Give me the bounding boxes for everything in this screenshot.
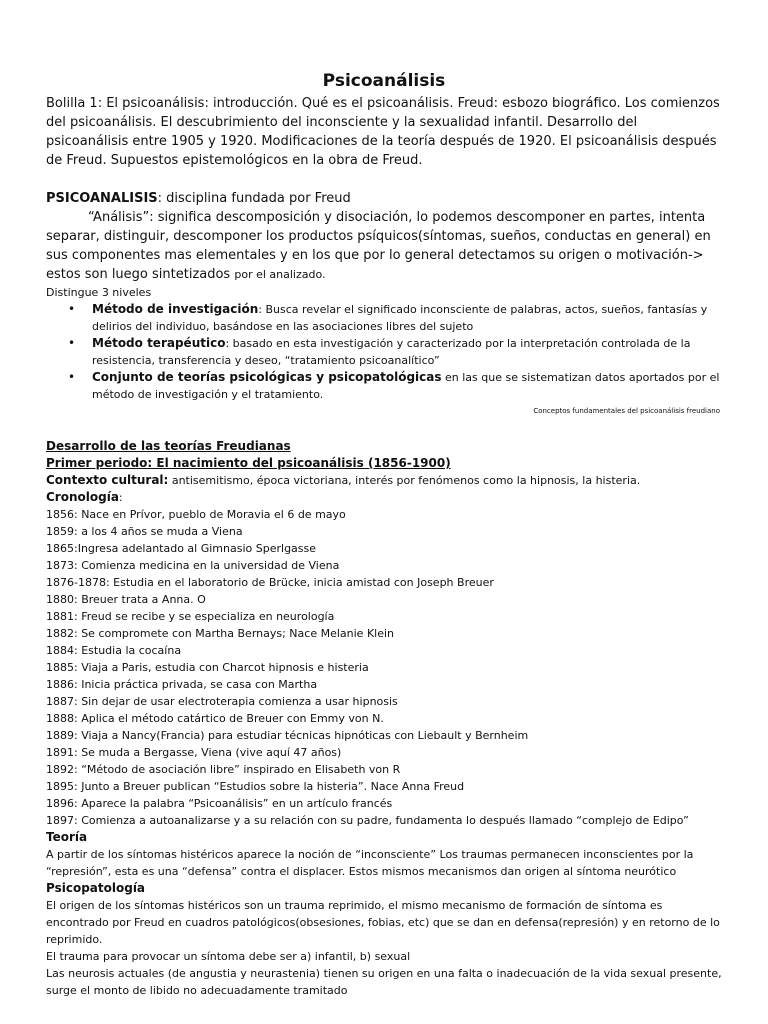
psychopathology-heading: Psicopatología: [46, 881, 146, 895]
context-text: antisemitismo, época victoriana, interés por fenómenos como la hipnosis, la histeria.: [168, 474, 641, 487]
analysis-main: “Análisis”: significa descomposición y disociación, lo podemos descomponer en partes, intenta separar, distinguir, descomponer los productos psíquicos(síntomas, sueños, conductas en general) en sus componentes mas elementales y en los que por lo general detectamos su origen o motivación-> estos son luego sintetizados: [46, 210, 711, 282]
chronology-item: 1896: Aparece la palabra “Psicoanálisis” en un artículo francés: [46, 797, 393, 810]
level-term: Método de investigación: [92, 302, 259, 316]
level-term: Método terapéutico: [92, 336, 226, 350]
chronology-item: 1897: Comienza a autoanalizarse y a su relación con su padre, fundamenta lo después llamado “complejo de Edipo”: [46, 814, 689, 827]
analysis-paragraph: [46, 208, 722, 284]
level-item: [46, 301, 722, 335]
definition-text: : disciplina fundada por Freud: [157, 191, 351, 206]
development-heading: Desarrollo de las teorías Freudianas: [46, 439, 291, 453]
level-item: [46, 369, 722, 403]
psychopathology-paragraph: Las neurosis actuales (de angustia y neurastenia) tienen su origen en una falta o inadecuación de la vida sexual presente, surge el monto de libido no adecuadamente tramitado: [46, 967, 722, 997]
chronology-heading-line: [46, 489, 722, 506]
context-line: [46, 472, 722, 489]
theory-heading: Teoría: [46, 830, 88, 844]
psychopathology-paragraph: El trauma para provocar un síntoma debe ser a) infantil, b) sexual: [46, 950, 411, 963]
analysis-tail: por el analizado.: [234, 268, 326, 281]
chronology-item: 1885: Viaja a Paris, estudia con Charcot hipnosis e histeria: [46, 661, 369, 674]
definition-line: [46, 189, 722, 208]
levels-list: [46, 301, 722, 403]
level-text: : basado en esta investigación y caracterizado por la interpretación controlada de la resistencia, transferencia y deseo, “tratamiento psicoanalítico”: [92, 337, 691, 367]
period-heading: Primer periodo: El nacimiento del psicoanálisis (1856-1900): [46, 456, 451, 470]
chronology-item: 1880: Breuer trata a Anna. O: [46, 593, 206, 606]
syllabus-intro: Bolilla 1: El psicoanálisis: introducción. Qué es el psicoanálisis. Freud: esbozo biográfico. Los comienzos del psicoanálisis. El descubrimiento del inconsciente y la sexualidad infantil. Desarrollo del psicoanálisis entre 1905 y 1920. Modificaciones de la teoría después de 1920. El psicoanálisis después de Freud. Supuestos epistemológicos en la obra de Freud.: [46, 96, 720, 168]
definition-term: PSICOANALISIS: [46, 191, 158, 206]
definition-section: [46, 189, 722, 416]
chronology-item: 1865:Ingresa adelantado al Gimnasio Sperlgasse: [46, 542, 317, 555]
chronology-item: 1892: “Método de asociación libre” inspirado en Elisabeth von R: [46, 763, 401, 776]
document-title: Psicoanálisis: [322, 71, 446, 91]
bullet-icon: •: [68, 302, 76, 316]
chronology-label: Cronología: [46, 490, 119, 504]
chronology-item: 1888: Aplica el método catártico de Breuer con Emmy von N.: [46, 712, 384, 725]
chronology-item: 1876-1878: Estudia en el laboratorio de Brücke, inicia amistad con Joseph Breuer: [46, 576, 494, 589]
level-term: Conjunto de teorías psicológicas y psicopatológicas: [92, 370, 442, 384]
chronology-item: 1884: Estudia la cocaína: [46, 644, 182, 657]
chronology-item: 1895: Junto a Breuer publican “Estudios sobre la histeria”. Nace Anna Freud: [46, 780, 465, 793]
level-item: [46, 335, 722, 369]
bullet-icon: •: [68, 336, 76, 350]
bullet-icon: •: [68, 370, 76, 384]
theory-paragraph: A partir de los síntomas histéricos aparece la noción de “inconsciente” Los traumas permanecen inconscientes por la “represión”, esta es una “defensa” contra el displacer. Estos mismos mecanismos dan origen al síntoma neurótico: [46, 848, 694, 878]
chronology-item: 1886: Inicia práctica privada, se casa con Martha: [46, 678, 318, 691]
development-section: [46, 438, 722, 999]
psychopathology-paragraph: El origen de los síntomas histéricos son un trauma reprimido, el mismo mecanismo de formación de síntoma es encontrado por Freud en cuadros patológicos(obsesiones, fobias, etc) que se dan en defensa(represión) y en retorno de lo reprimido.: [46, 899, 720, 946]
chronology-item: 1873: Comienza medicina en la universidad de Viena: [46, 559, 340, 572]
context-label: Contexto cultural:: [46, 473, 169, 487]
chronology-list: [46, 506, 722, 829]
chronology-item: 1887: Sin dejar de usar electroterapia comienza a usar hipnosis: [46, 695, 398, 708]
chronology-colon: :: [118, 491, 123, 504]
levels-heading: Distingue 3 niveles: [46, 286, 152, 299]
chronology-item: 1891: Se muda a Bergasse, Viena (vive aquí 47 años): [46, 746, 342, 759]
chronology-item: 1882: Se compromete con Martha Bernays; Nace Melanie Klein: [46, 627, 395, 640]
level-text: en las que se sistematizan datos aportados por el método de investigación y el tratamiento.: [92, 371, 720, 401]
level-text: : Busca revelar el significado inconsciente de palabras, actos, sueños, fantasías y delirios del individuo, basándose en las asociaciones libres del sujeto: [92, 303, 708, 333]
chronology-item: 1889: Viaja a Nancy(Francia) para estudiar técnicas hipnóticas con Liebault y Bernheim: [46, 729, 529, 742]
caption: Conceptos fundamentales del psicoanálisis freudiano: [533, 407, 720, 415]
chronology-item: 1881: Freud se recibe y se especializa en neurología: [46, 610, 335, 623]
chronology-item: 1856: Nace en Prívor, pueblo de Moravia el 6 de mayo: [46, 508, 346, 521]
chronology-item: 1859: a los 4 años se muda a Viena: [46, 525, 243, 538]
